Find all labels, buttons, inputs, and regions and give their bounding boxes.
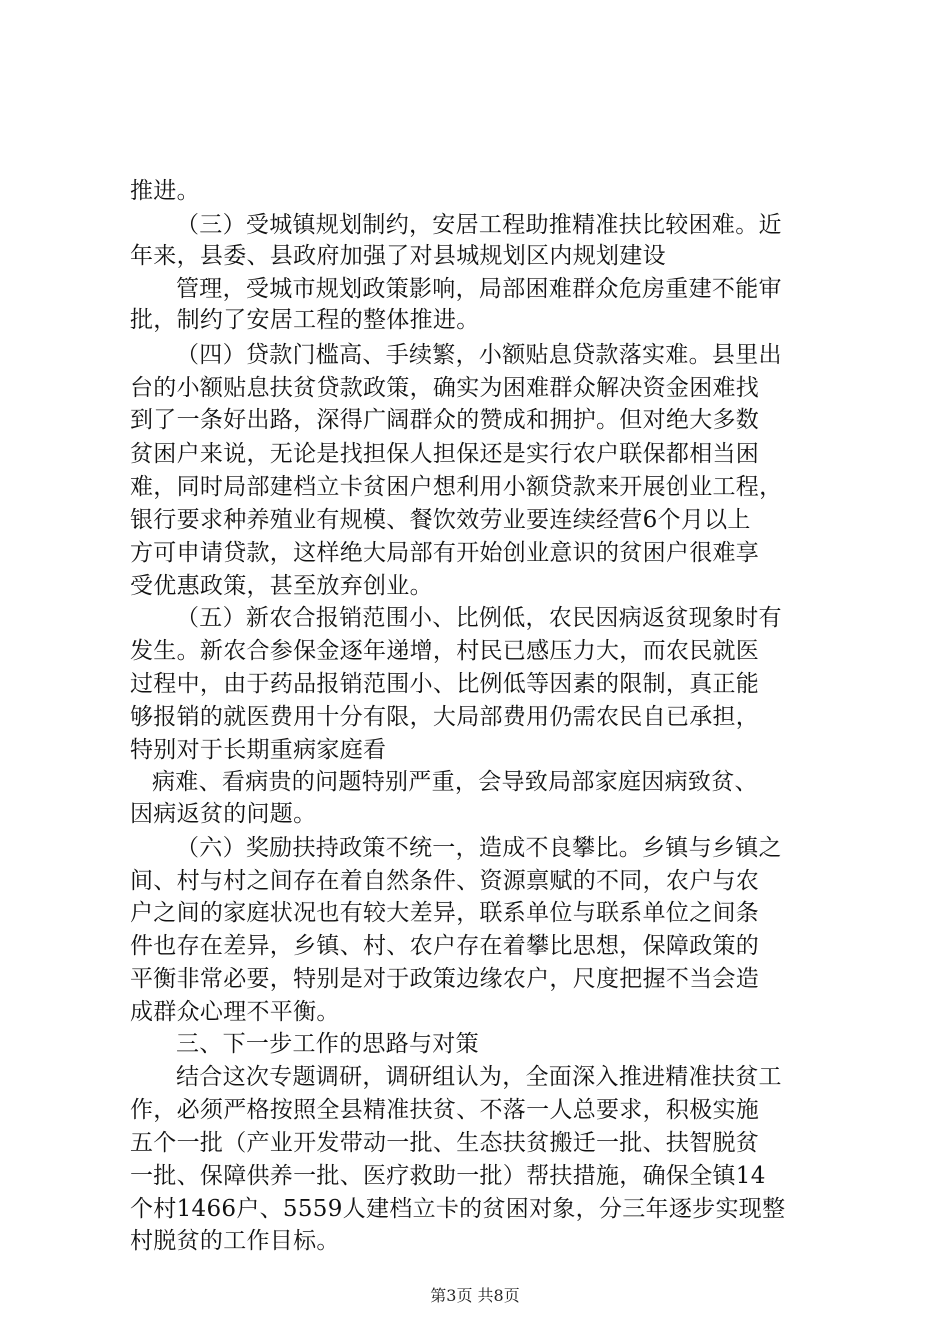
body-text-line: 病难、看病贵的问题特别严重，会导致局部家庭因病致贫、 [152, 769, 758, 795]
body-text-line: 年来，县委、县政府加强了对县城规划区内规划建设 [130, 243, 666, 269]
body-text-line: 推进。 [130, 178, 200, 204]
section-heading: 三、下一步工作的思路与对策 [176, 1031, 479, 1057]
body-text-line: 作，必须严格按照全县精准扶贫、不落一人总要求，积极实施 [130, 1097, 760, 1123]
body-text-line: 平衡非常必要，特别是对于政策边缘农户，尺度把握不当会造 [130, 966, 760, 992]
body-text-line: （三）受城镇规划制约，安居工程助推精准扶比较困难。近 [176, 212, 782, 238]
body-text-line: 贫困户来说，无论是找担保人担保还是实行农户联保都相当困 [130, 441, 760, 467]
body-text-line: 台的小额贴息扶贫贷款政策，确实为困难群众解决资金困难找 [130, 375, 760, 401]
body-text-line: 管理，受城市规划政策影响，局部困难群众危房重建不能审 [176, 276, 782, 302]
body-text-line: 户之间的家庭状况也有较大差异，联系单位与联系单位之间条 [130, 900, 760, 926]
body-text-line: 难，同时局部建档立卡贫困户想利用小额贷款来开展创业工程， [130, 474, 783, 500]
body-text-line: 够报销的就医费用十分有限，大局部费用仍需农民自已承担， [130, 704, 760, 730]
body-text-line: 银行要求种养殖业有规模、餐饮效劳业要连续经营6个月以上 [130, 507, 751, 533]
body-text-line: 发生。新农合参保金逐年递增，村民已感压力大，而农民就医 [130, 638, 760, 664]
body-text-line: 因病返贫的问题。 [130, 801, 317, 827]
body-text-line: 到了一条好出路，深得广阔群众的赞成和拥护。但对绝大多数 [130, 407, 760, 433]
body-text-line: 方可申请贷款，这样绝大局部有开始创业意识的贫困户很难享 [130, 540, 760, 566]
body-text-line: （四）贷款门槛高、手续繁，小额贴息贷款落实难。县里出 [176, 342, 782, 368]
body-text-line: 特别对于长期重病家庭看 [130, 737, 387, 763]
body-text-line: 件也存在差异，乡镇、村、农户存在着攀比思想，保障政策的 [130, 933, 760, 959]
body-text-line: （五）新农合报销范围小、比例低，农民因病返贫现象时有 [176, 605, 782, 631]
body-text-line: （六）奖励扶持政策不统一，造成不良攀比。乡镇与乡镇之 [176, 835, 782, 861]
body-text-line: 村脱贫的工作目标。 [130, 1228, 340, 1254]
body-text-line: 五个一批（产业开发带动一批、生态扶贫搬迁一批、扶智脱贫 [130, 1130, 760, 1156]
body-text-line: 个村1466户、5559人建档立卡的贫困对象，分三年逐步实现整 [130, 1196, 786, 1222]
body-text-line: 受优惠政策，甚至放弃创业。 [130, 573, 433, 599]
body-text-line: 间、村与村之间存在着自然条件、资源禀赋的不同，农户与农 [130, 868, 760, 894]
page-footer: 第3页 共8页 [430, 1286, 520, 1305]
body-text-line: 批，制约了安居工程的整体推进。 [130, 307, 480, 333]
body-text-line: 过程中，由于药品报销范围小、比例低等因素的限制，真正能 [130, 671, 760, 697]
body-text-line: 一批、保障供养一批、医疗救助一批）帮扶措施，确保全镇14 [130, 1163, 766, 1189]
body-text-line: 成群众心理不平衡。 [130, 999, 340, 1025]
body-text-line: 结合这次专题调研，调研组认为，全面深入推进精准扶贫工 [176, 1064, 782, 1090]
